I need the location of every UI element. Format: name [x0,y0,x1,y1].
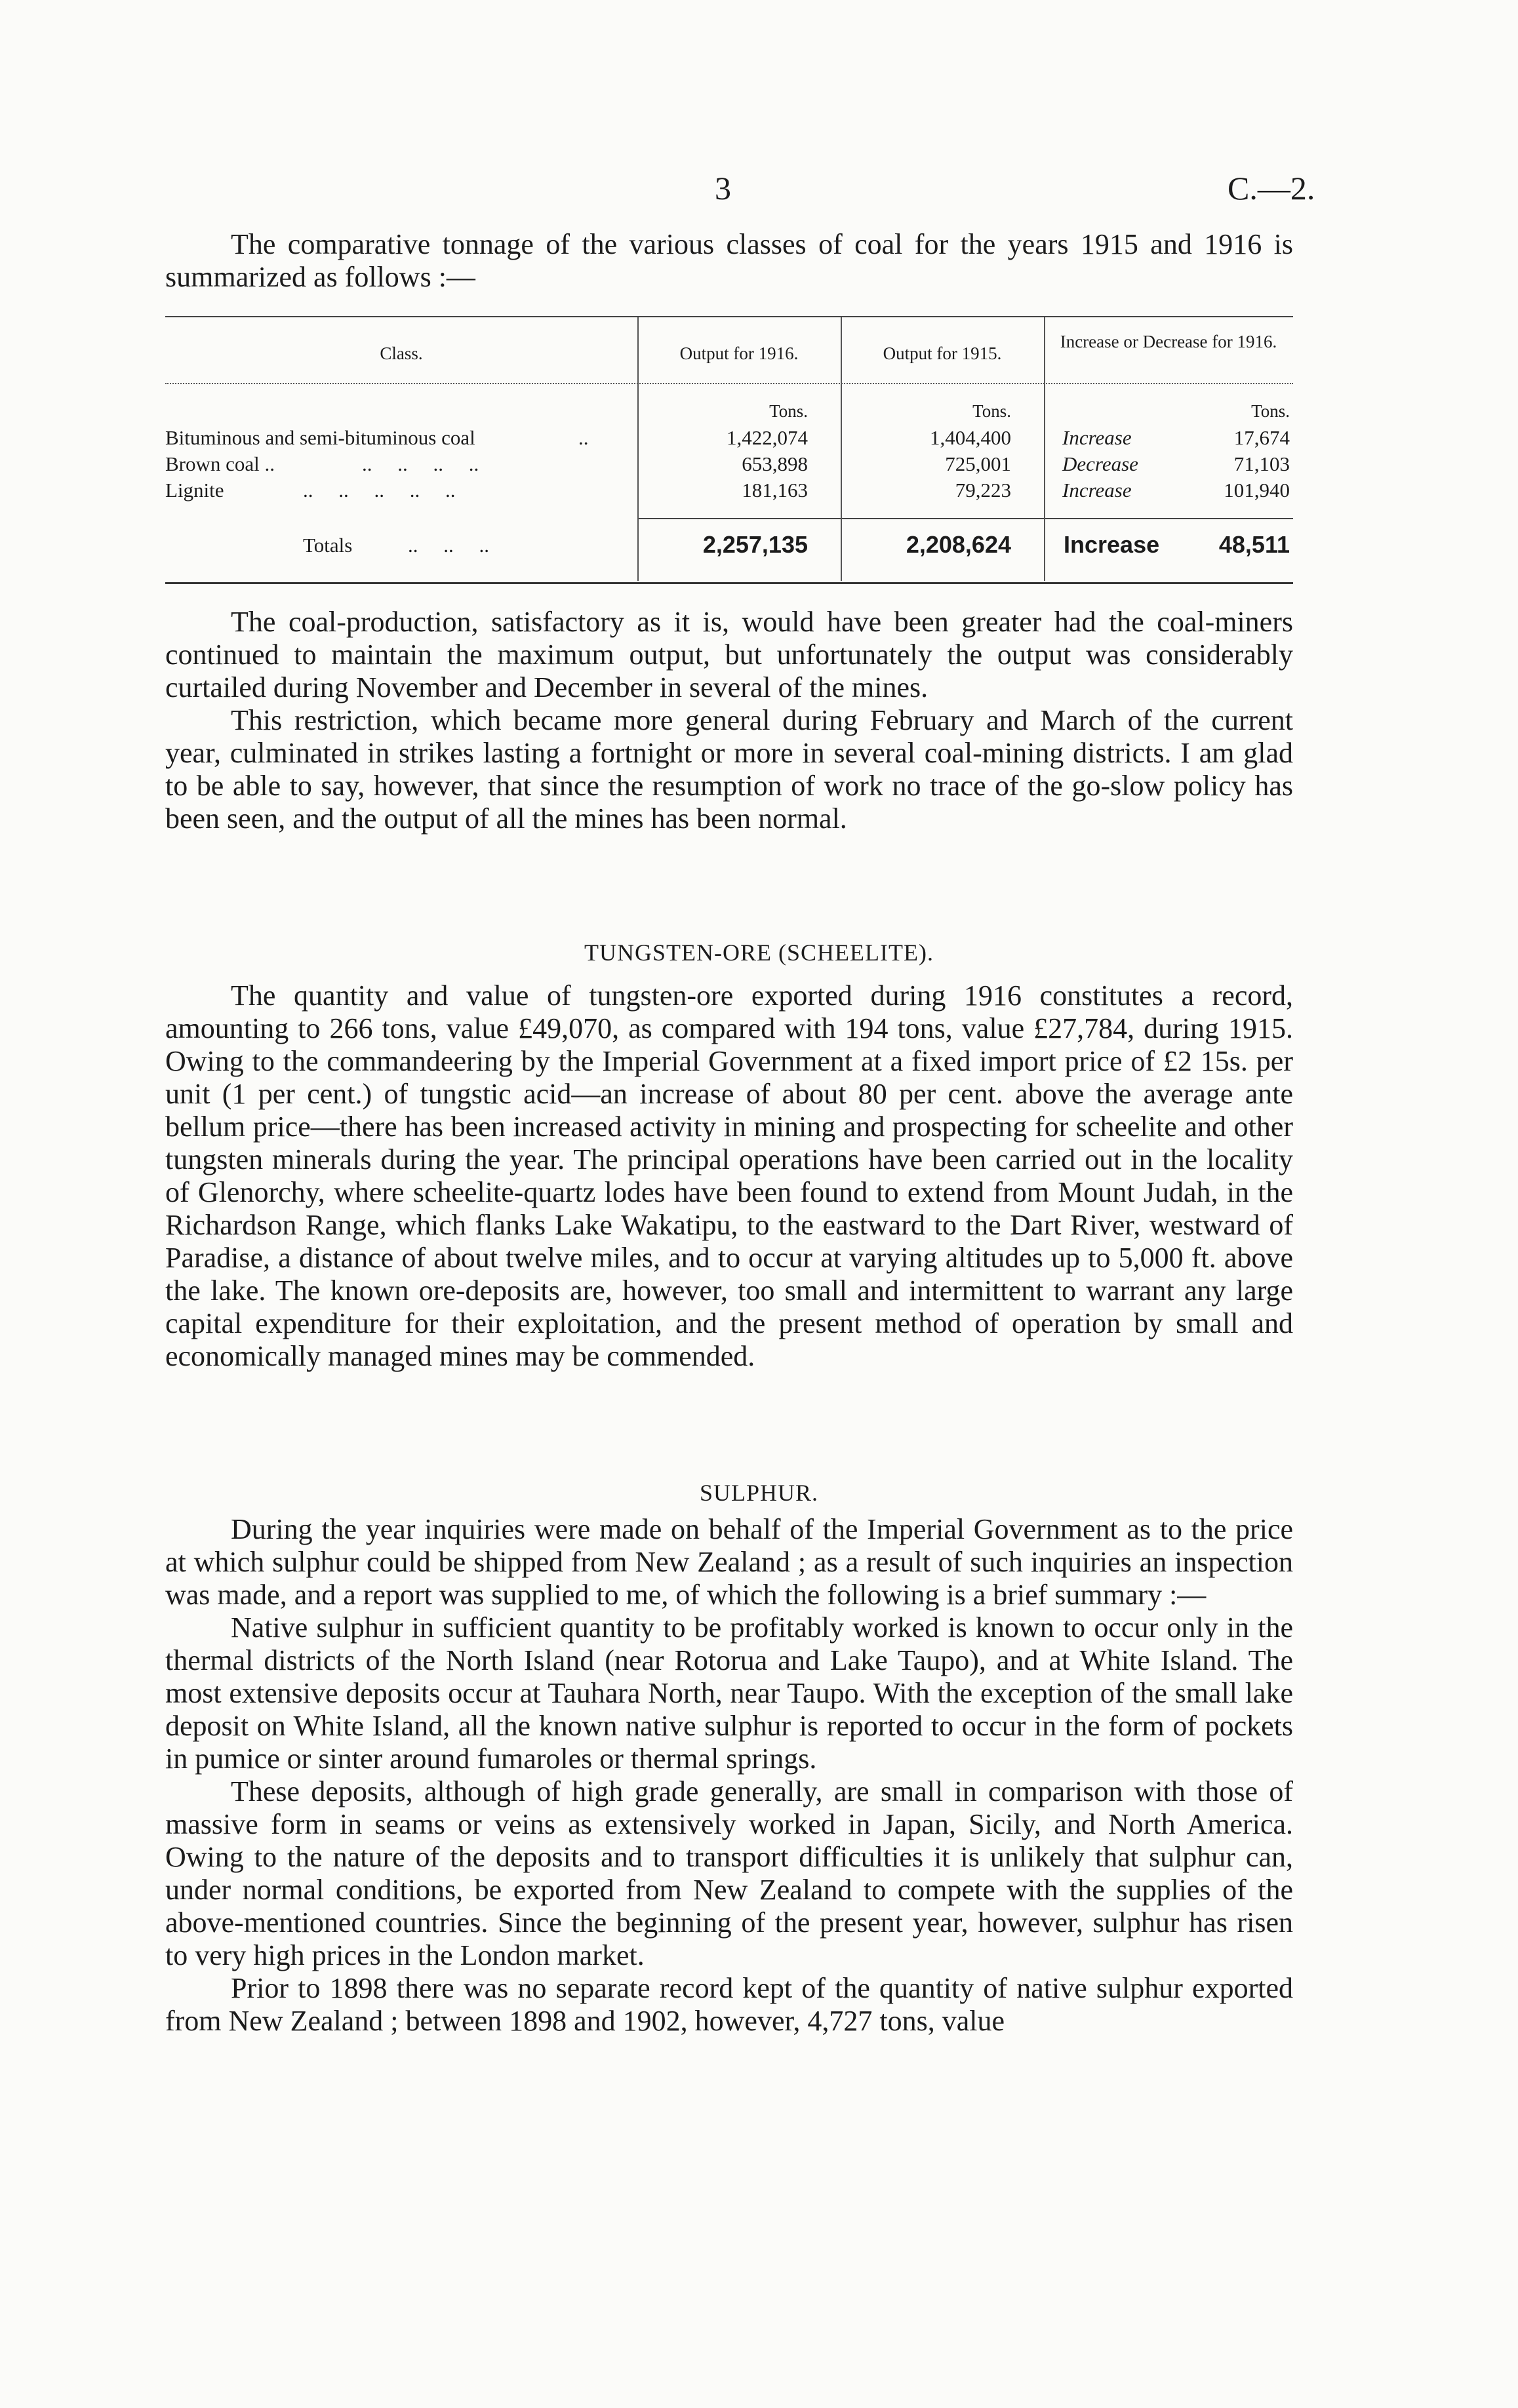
header-class: Class. [380,344,423,363]
header-change: Increase or Decrease for 1916. [1060,332,1277,351]
row-output-1915: 725,001 [945,452,1011,475]
row-change-type: Increase [1062,479,1132,502]
totals-change: 48,511 [1218,531,1290,558]
row-output-1915: 79,223 [955,479,1011,502]
row-leaders: .. .. .. .. [362,452,479,475]
row-change-type: Decrease [1062,452,1138,475]
row-output-1916: 653,898 [742,452,808,475]
row-class: Bituminous and semi-bituminous coal [165,426,475,449]
unit-1916: Tons. [769,401,808,421]
row-change-type: Increase [1062,426,1132,449]
coal-section [165,606,1293,835]
sulphur-section [165,1513,1293,2038]
coal-paragraph: This restriction, which became more general during February and March of the current year, culminated in strikes lasting a fortnight or more in several coal-mining districts. I am glad to be able to say, however, that since the resumption of work no trace of the go-slow policy has been seen, and the output of all the mines has been normal. [165,704,1293,835]
tungsten-heading: TUNGSTEN-ORE (SCHEELITE). [584,939,934,966]
header-output-1915: Output for 1915. [883,344,1002,363]
unit-1915: Tons. [972,401,1011,421]
totals-leaders: .. .. .. [408,534,489,557]
row-change: 17,674 [1233,426,1290,449]
row-leaders: .. [578,426,589,449]
sulphur-paragraph: During the year inquiries were made on behalf of the Imperial Government as to the price at which sulphur could be shipped from New Zealand ; as a result of such inquiries an inspection was made, and a report was supplied to me, of which the following is a brief summary :— [165,1513,1293,1611]
row-class: Lignite [165,479,224,502]
intro-text: The comparative tonnage of the various classes of coal for the years 1915 and 1916 is summarized as follows :— [165,228,1293,293]
table-header-rule [165,383,1293,384]
page-number: 3 [715,170,731,207]
page-reference: C.—2. [1228,170,1315,207]
row-output-1916: 181,163 [742,479,808,502]
row-leaders: .. .. .. .. .. [303,479,456,502]
totals-label: Totals [303,534,353,557]
totals-output-1915: 2,208,624 [906,531,1011,558]
sulphur-paragraph: Prior to 1898 there was no separate record kept of the quantity of native sulphur exported from New Zealand ; between 1898 and 1902, however, 4,727 tons, value [165,1972,1293,2037]
coal-paragraph: The coal-production, satisfactory as it is, would have been greater had the coal-miners continued to maintain the maximum output, but unfortunately the output was considerably curtailed during November and December in several of the mines. [165,606,1293,703]
tungsten-paragraph: The quantity and value of tungsten-ore exported during 1916 constitutes a record, amounting to 266 tons, value £49,070, as compared with 194 tons, value £27,784, during 1915. Owing to the commandeering by the Imperial Government at a fixed import price of £2 15s. per unit (1 per cent.) of tungstic acid—an increase of about 80 per cent. above the average ante bellum price—there has been increased activity in mining and prospecting for scheelite and other tungsten minerals during the year. The principal operations have been carried out in the locality of Glenorchy, where scheelite-quartz lodes have been found to extend from Mount Judah, in the Richardson Range, which flanks Lake Wakatipu, to the eastward to the Dart River, westward of Paradise, a distance of about twelve miles, and to occur at varying altitudes up to 5,000 ft. above the lake. The known ore-deposits are, however, too small and intermittent to warrant any large capital expenditure for their exploitation, and the present method of operation by small and economically managed mines may be commended. [165,979,1293,1372]
row-change: 101,940 [1224,479,1290,502]
sulphur-heading: SULPHUR. [699,1480,819,1506]
sulphur-paragraph: These deposits, although of high grade generally, are small in comparison with those of massive form in seams or veins as extensively worked in Japan, Sicily, and North America. Owing to the nature of the deposits and to transport difficulties it is unlikely that sulphur can, under normal conditions, be exported from New Zealand to compete with the supplies of the above-mentioned countries. Since the beginning of the present year, however, sulphur has risen to very high prices in the London market. [165,1775,1293,1971]
row-class: Brown coal .. [165,452,275,475]
totals-change-type: Increase [1064,531,1160,558]
table-bottom-rule [165,582,1293,584]
row-output-1916: 1,422,074 [727,426,808,449]
tungsten-section [165,979,1293,1373]
totals-output-1916: 2,257,135 [702,531,808,558]
header-output-1916: Output for 1916. [679,344,799,363]
table-top-rule [165,316,1293,317]
unit-change: Tons. [1251,401,1290,421]
row-change: 71,103 [1233,452,1290,475]
table-totals-rule [637,518,1293,519]
row-output-1915: 1,404,400 [930,426,1011,449]
sulphur-paragraph: Native sulphur in sufficient quantity to be profitably worked is known to occur only in the thermal districts of the North Island (near Rotorua and Lake Taupo), and at White Island. The most extensive deposits occur at Tauhara North, near Taupo. With the exception of the small lake deposit on White Island, all the known native sulphur is reported to occur in the form of pockets in pumice or sinter around fumaroles or thermal springs. [165,1611,1293,1775]
intro-paragraph [165,228,1293,294]
